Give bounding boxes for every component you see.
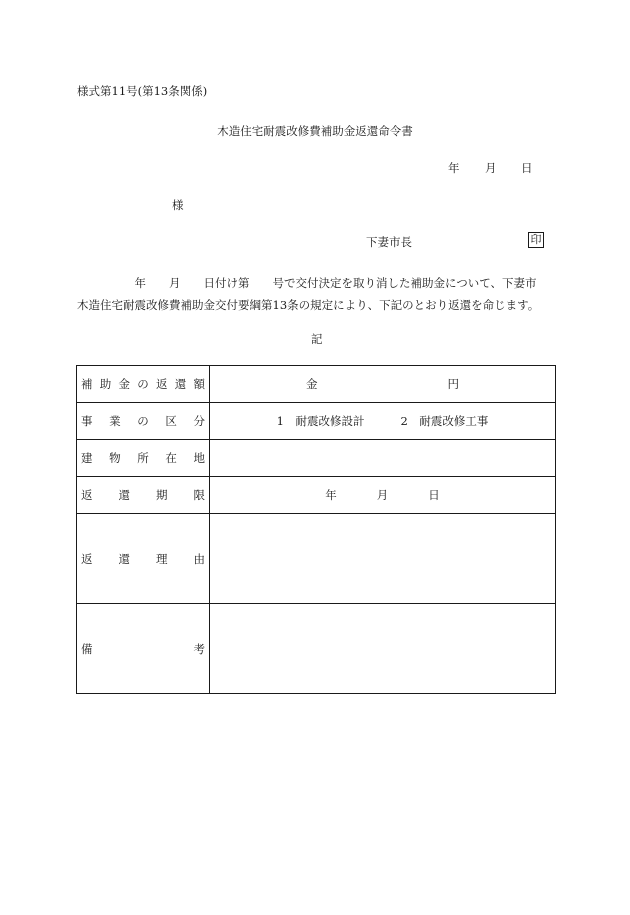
table-row-reason [77,514,556,604]
label-category: 事 業 の 区 分 [77,403,210,440]
label-deadline: 返 還 期 限 [77,477,210,514]
seal-mark: 印 [528,232,544,248]
amount-en: 円 [447,377,459,391]
body-line-1: 年 月 日付け第 号で交付決定を取り消した補助金について、下妻市 [77,276,537,290]
form-number: 様式第11号(第13条関係) [77,84,208,98]
document-title: 木造住宅耐震改修費補助金返還命令書 [217,124,413,138]
amount-kin: 金 [306,377,318,391]
body-line-2: 木造住宅耐震改修費補助金交付要綱第13条の規定により、下記のとおり返還を命じます。 [77,298,540,312]
deadline-month: 月 [376,488,389,502]
deadline-year: 年 [325,488,337,502]
deadline-field[interactable] [210,477,556,514]
category-field[interactable] [210,403,556,440]
label-amount: 補 助 金 の 返 還 額 [77,366,210,403]
table-row-amount [77,366,556,403]
ki-marker: 記 [311,332,323,346]
deadline-day: 日 [428,488,440,502]
label-location: 建 物 所 在 地 [77,440,210,477]
details-table [76,365,556,694]
location-field[interactable] [210,440,556,477]
table-row-location [77,440,556,477]
addressee-suffix: 様 [172,198,184,212]
date-year: 年 [448,161,460,175]
body-text [77,272,557,316]
reason-field[interactable] [210,514,556,604]
label-remarks: 備 考 [77,604,210,694]
category-option-2[interactable]: 2 耐震改修工事 [400,414,489,428]
category-option-1[interactable]: 1 耐震改修設計 [276,414,365,428]
date-day: 日 [521,161,533,175]
table-row-remarks [77,604,556,694]
date-month: 月 [485,161,497,175]
table-row-deadline [77,477,556,514]
table-row-category [77,403,556,440]
issuer-name: 下妻市長 [366,235,412,249]
remarks-field[interactable] [210,604,556,694]
label-reason: 返 還 理 由 [77,514,210,604]
amount-field[interactable] [210,366,556,403]
